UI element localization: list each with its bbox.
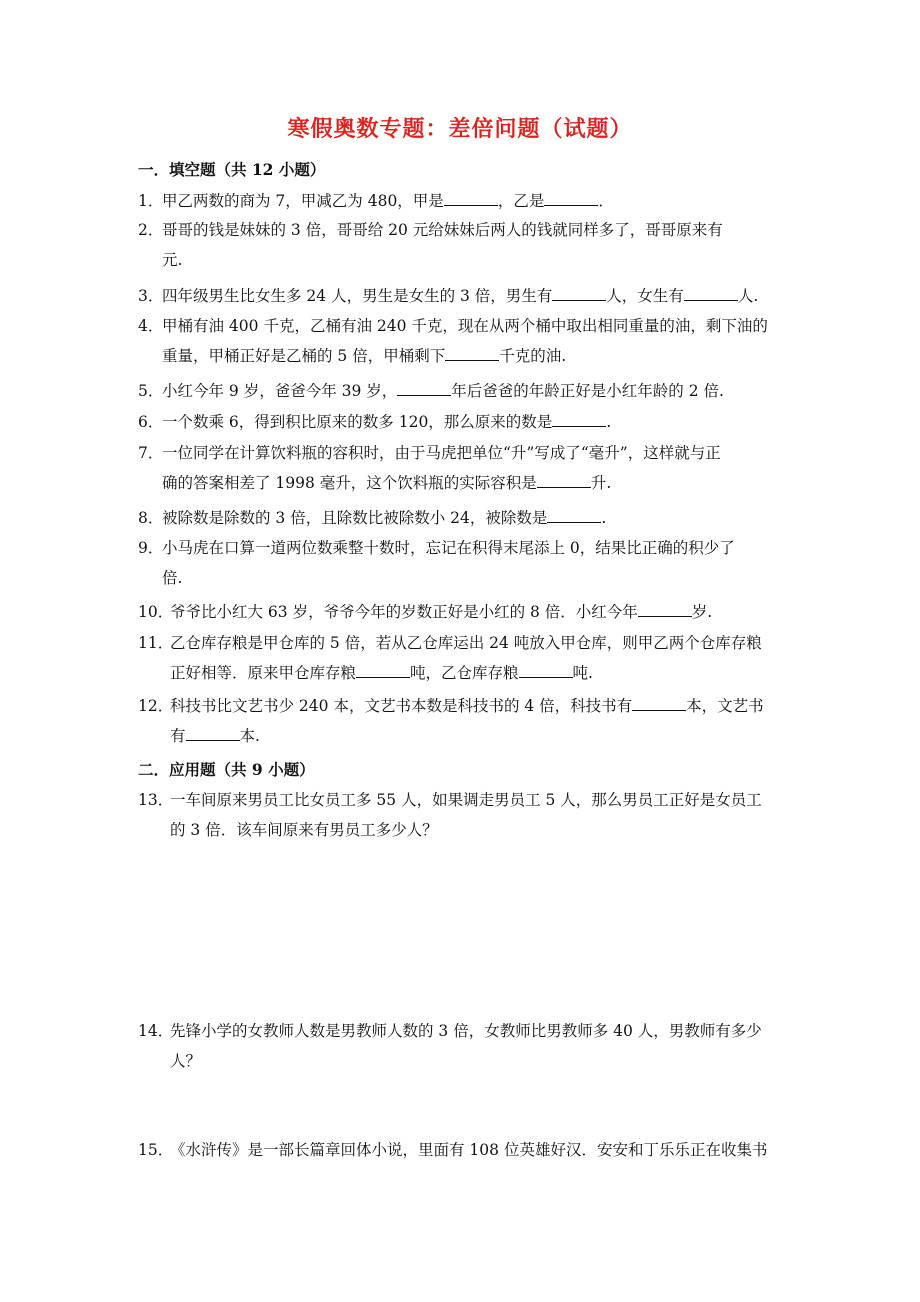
answer-blank [552,410,606,427]
question-text: 一个数乘 6，得到积比原来的数多 120，那么原来的数是 [162,413,553,431]
question-9 [138,533,788,593]
question-number: 15． [138,1141,174,1159]
question-number: 10． [138,603,174,621]
question-text: 有 [170,727,186,745]
question-4 [138,311,788,371]
question-14 [138,1016,788,1076]
answer-blank [356,661,410,678]
section-fill-in-heading: 一．填空题（共 12 小题） [138,160,326,179]
question-3 [138,281,788,311]
answer-blank [547,506,601,523]
question-text: 人. [737,287,759,305]
question-text: 确的答案相差了 1998 毫升，这个饮料瓶的实际容积是 [162,474,537,492]
question-number: 1． [138,192,164,210]
question-text: 一位同学在计算饮料瓶的容积时，由于马虎把单位“升”写成了“毫升”，这样就与正 [162,444,721,462]
answer-blank [397,379,451,396]
question-text: 人？ [170,1052,202,1070]
question-text: 四年级男生比女生多 24 人，男生是女生的 3 倍，男生有 [162,287,553,305]
question-2 [138,215,788,275]
question-12 [138,691,788,751]
question-text: . [606,413,612,431]
question-number: 5． [138,382,164,400]
answer-blank [638,600,692,617]
question-6 [138,407,788,437]
question-text: 本，文艺书 [686,697,764,715]
question-10 [138,597,788,627]
question-text: 先锋小学的女教师人数是男教师人数的 3 倍，女教师比男教师多 40 人，男教师有多少 [170,1022,762,1040]
question-11 [138,628,788,688]
question-text: 元. [162,251,183,269]
answer-blank [544,189,598,206]
question-text: 乙仓库存粮是甲仓库的 5 倍，若从乙仓库运出 24 吨放入甲仓库，则甲乙两个仓库存粮 [170,634,762,652]
question-text: 哥哥的钱是妹妹的 3 倍，哥哥给 20 元给妹妹后两人的钱就同样多了，哥哥原来有 [162,221,723,239]
question-text: 的 3 倍．该车间原来有男员工多少人？ [170,821,438,839]
question-text: 升. [590,474,612,492]
question-15 [138,1135,788,1165]
question-text: 年后爸爸的年龄正好是小红年龄的 2 倍. [451,382,724,400]
answer-blank [445,344,499,361]
question-text: 甲桶有油 400 千克，乙桶有油 240 千克，现在从两个桶中取出相同重量的油，剩下油的 [162,317,768,335]
question-number: 11． [138,634,174,652]
question-number: 3． [138,287,164,305]
question-text: 被除数是除数的 3 倍，且除数比被除数小 24，被除数是 [162,509,548,527]
question-text: ． [598,192,614,210]
question-8 [138,503,788,533]
question-text: 小红今年 9 岁，爸爸今年 39 岁， [162,382,398,400]
question-text: 甲乙两数的商为 7，甲减乙为 480，甲是 [162,192,444,210]
question-text: 《水浒传》是一部长篇章回体小说，里面有 108 位英雄好汉．安安和丁乐乐正在收集书 [170,1141,768,1159]
question-text: 吨. [572,664,593,682]
question-text: 小马虎在口算一道两位数乘整十数时，忘记在积得末尾添上 0，结果比正确的积少了 [162,539,735,557]
question-number: 13． [138,791,174,809]
question-text: 人，女生有 [606,287,684,305]
question-1 [138,186,788,216]
question-number: 4． [138,317,164,335]
question-text: 岁. [691,603,713,621]
question-13 [138,785,788,845]
question-text: 吨，乙仓库存粮 [410,664,519,682]
question-text: 科技书比文艺书少 240 本，文艺书本数是科技书的 4 倍，科技书有 [170,697,633,715]
answer-blank [632,694,686,711]
section-application-heading: 二．应用题（共 9 小题） [138,760,315,779]
question-text: . [601,509,607,527]
question-text: 本. [239,727,260,745]
question-text: 千克的油. [499,347,567,365]
answer-blank [444,189,498,206]
question-number: 12． [138,697,174,715]
question-5 [138,376,788,406]
question-number: 14． [138,1022,174,1040]
question-number: 9． [138,539,164,557]
question-7 [138,438,788,498]
answer-blank [519,661,573,678]
question-text: 爷爷比小红大 63 岁，爷爷今年的岁数正好是小红的 8 倍．小红今年 [170,603,638,621]
question-text: 正好相等．原来甲仓库存粮 [170,664,357,682]
question-number: 6． [138,413,164,431]
question-number: 2． [138,221,164,239]
question-number: 7． [138,444,164,462]
question-text: ，乙是 [497,192,545,210]
question-number: 8． [138,509,164,527]
page-title: 寒假奥数专题：差倍问题（试题） [287,116,633,142]
answer-blank [684,284,738,301]
answer-blank [552,284,606,301]
question-text: 倍. [162,569,183,587]
question-text: 一车间原来男员工比女员工多 55 人，如果调走男员工 5 人，那么男员工正好是女员工 [170,791,762,809]
question-text: 重量，甲桶正好是乙桶的 5 倍，甲桶剩下 [162,347,446,365]
answer-blank [186,724,240,741]
answer-blank [537,471,591,488]
